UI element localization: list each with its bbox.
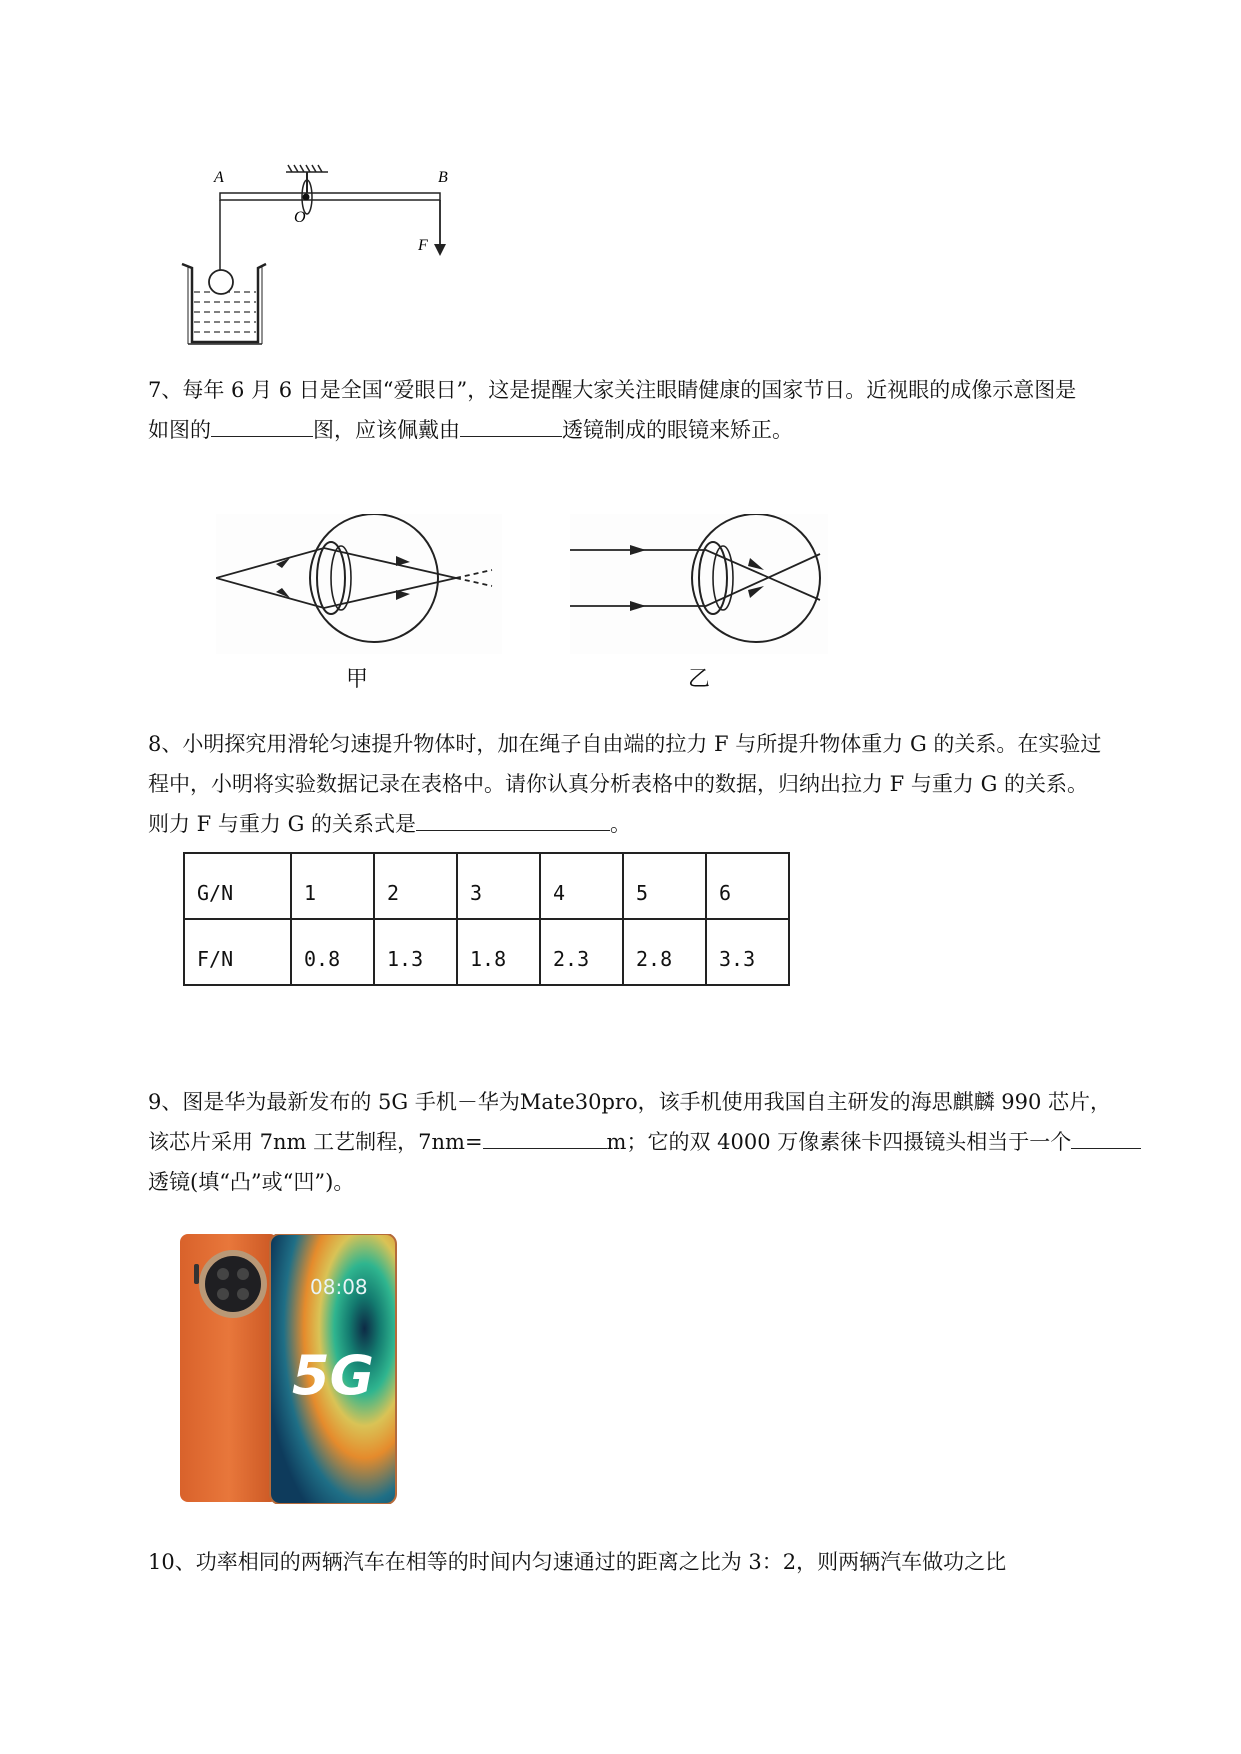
question-9 [148, 1082, 1158, 1202]
table-cell: 2.3 [540, 919, 623, 985]
q7-blank-1[interactable] [211, 410, 313, 437]
q8-text-a: 则力 F 与重力 G 的关系式是 [148, 812, 417, 836]
table-row-header: F/N [184, 919, 291, 985]
q9-blank-2[interactable] [1071, 1122, 1141, 1149]
q9-text-b: m；它的双 4000 万像素徕卡四摄镜头相当于一个 [606, 1130, 1072, 1154]
question-7 [148, 370, 1158, 450]
table-row [184, 853, 789, 919]
q7-line2 [148, 410, 1158, 450]
table-cell: 3.3 [706, 919, 789, 985]
table-cell: 2.8 [623, 919, 706, 985]
label-b: B [438, 169, 448, 186]
phone-image [180, 1234, 398, 1504]
q10-line1: 10、功率相同的两辆汽车在相等的时间内匀速通过的距离之比为 3：2，则两辆汽车做功之比 [148, 1550, 1007, 1574]
q8-blank[interactable] [416, 804, 610, 831]
table-row-header: G/N [184, 853, 291, 919]
q8-line1: 8、小明探究用滑轮匀速提升物体时，加在绳子自由端的拉力 F 与所提升物体重力 G 的关系。在实验过 [148, 732, 1102, 756]
q9-line2 [148, 1122, 1158, 1162]
eye-diagram-jia [216, 514, 502, 654]
q9-line3: 透镜(填“凸”或“凹”)。 [148, 1170, 355, 1194]
table-cell: 4 [540, 853, 623, 919]
q7-text-a: 如图的 [148, 418, 211, 442]
question-10 [148, 1542, 1158, 1582]
caption-yi: 乙 [688, 667, 711, 692]
eye-diagram-yi [570, 514, 828, 654]
table-cell: 3 [457, 853, 540, 919]
q8-line2: 程中，小明将实验数据记录在表格中。请你认真分析表格中的数据，归纳出拉力 F 与重力 G 的关系。 [148, 772, 1089, 796]
question-8 [148, 724, 1158, 844]
q7-text-b: 图，应该佩戴由 [313, 418, 460, 442]
q7-text-c: 透镜制成的眼镜来矫正。 [562, 418, 793, 442]
badge-5g: 5G [292, 1344, 374, 1407]
table-cell: 1 [291, 853, 374, 919]
ball [209, 270, 233, 294]
label-f: F [418, 237, 428, 254]
lever-bar [220, 193, 440, 200]
force-arrow [434, 244, 446, 256]
q9-blank-1[interactable] [483, 1122, 607, 1149]
table-cell: 1.8 [457, 919, 540, 985]
table-cell: 2 [374, 853, 457, 919]
q9-line1: 9、图是华为最新发布的 5G 手机－华为Mate30pro，该手机使用我国自主研发的海思麒麟 990 芯片， [148, 1090, 1112, 1114]
table-cell: 1.3 [374, 919, 457, 985]
pivot-dot [303, 194, 310, 201]
label-a: A [214, 169, 224, 186]
table-cell: 6 [706, 853, 789, 919]
ceiling-hatch [286, 165, 328, 172]
q7-line1: 7、每年 6 月 6 日是全国“爱眼日”，这是提醒大家关注眼睛健康的国家节日。近视眼的成像示意图是 [148, 378, 1077, 402]
q8-line3 [148, 804, 1158, 844]
caption-jia: 甲 [346, 667, 369, 692]
table-cell: 5 [623, 853, 706, 919]
q8-text-b: 。 [610, 812, 632, 836]
lever-beaker-figure [170, 160, 480, 350]
phone-time: 08:08 [310, 1275, 368, 1299]
table-row [184, 919, 789, 985]
q7-blank-2[interactable] [460, 410, 562, 437]
q9-text-a: 该芯片采用 7nm 工艺制程，7nm= [148, 1130, 483, 1154]
data-table [183, 852, 790, 986]
label-o: O [294, 209, 306, 226]
table-cell: 0.8 [291, 919, 374, 985]
